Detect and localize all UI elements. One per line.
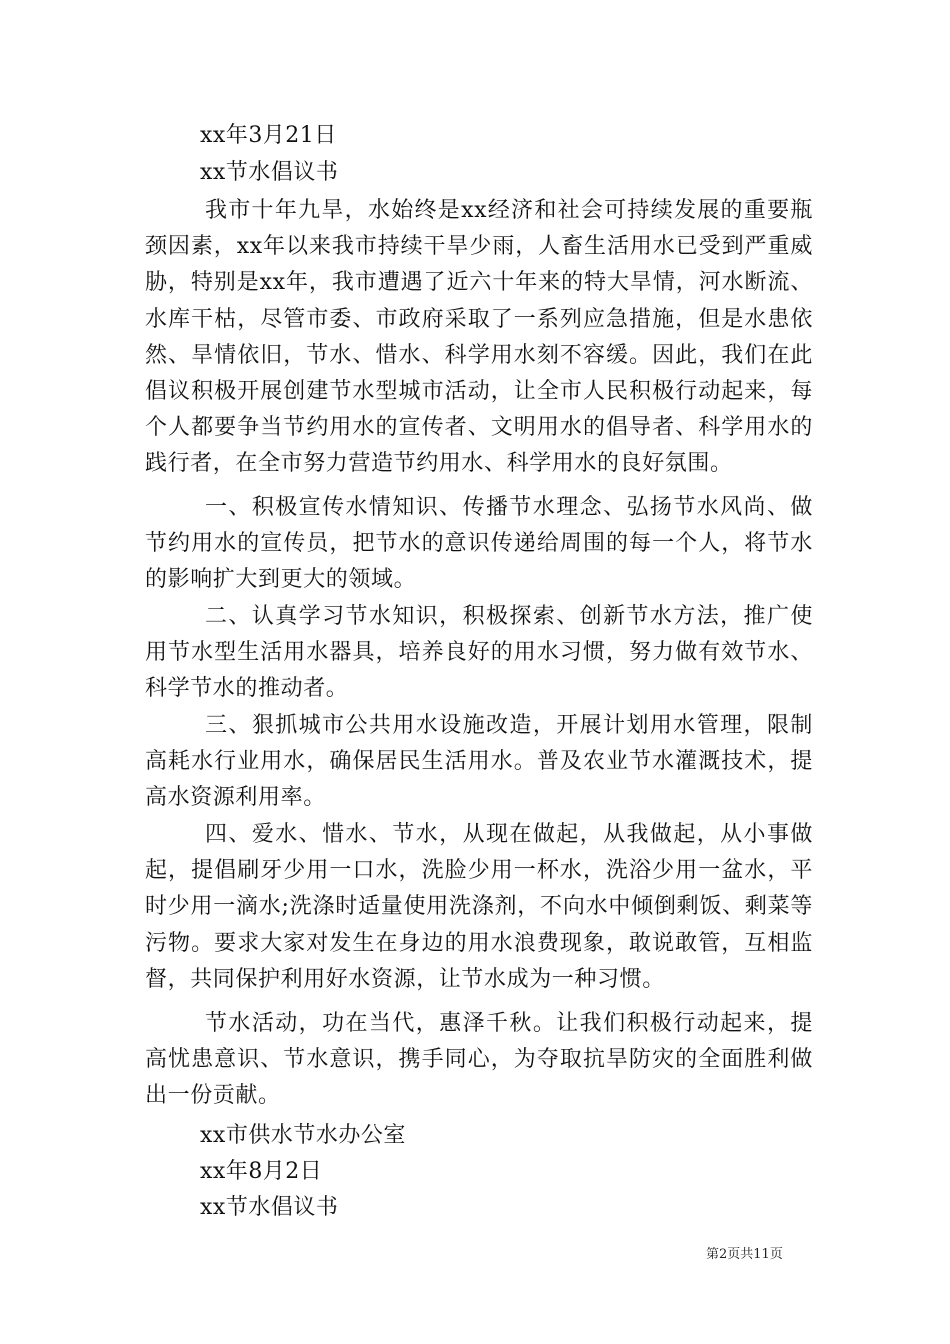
paragraph-item-4: 四、爱水、惜水、节水，从现在做起，从我做起，从小事做起，提倡刷牙少用一口水，洗脸少用一杯水，洗浴少用一盆水，平时少用一滴水;洗涤时适量使用洗涤剂，不向水中倾倒剩饭、剩菜等污物。要求大家对发生在身边的用水浪费现象，敢说敢管，互相监督，共同保护利用好水资源，让节水成为一种习惯。 [145,822,813,992]
paragraph-item-3: 三、狠抓城市公共用水设施改造，开展计划用水管理，限制高耗水行业用水，确保居民生活用水。普及农业节水灌溉技术，提高水资源利用率。 [145,713,813,811]
header-title: xx节水倡议书 [200,160,339,185]
signature-date: xx年8月2日 [200,1159,323,1184]
paragraph-closing: 节水活动，功在当代，惠泽千秋。让我们积极行动起来，提高忧患意识、节水意识，携手同心，为夺取抗旱防灾的全面胜利做出一份贡献。 [145,1011,813,1109]
paragraph-item-1: 一、积极宣传水情知识、传播节水理念、弘扬节水风尚、做节约用水的宣传员，把节水的意识传递给周围的每一个人，将节水的影响扩大到更大的领域。 [145,495,813,593]
page-footer: 第2页共11页 [706,1247,783,1262]
next-section-title: xx节水倡议书 [200,1195,339,1220]
header-date: xx年3月21日 [200,123,337,148]
signature-org: xx市供水节水办公室 [200,1123,406,1148]
paragraph-item-2: 二、认真学习节水知识，积极探索、创新节水方法，推广使用节水型生活用水器具，培养良好的用水习惯，努力做有效节水、科学节水的推动者。 [145,604,813,702]
paragraph-intro: 我市十年九旱，水始终是xx经济和社会可持续发展的重要瓶颈因素，xx年以来我市持续干旱少雨，人畜生活用水已受到严重威胁，特别是xx年，我市遭遇了近六十年来的特大旱情，河水断流、水库干枯，尽管市委、市政府采取了一系列应急措施，但是水患依然、旱情依旧，节水、惜水、科学用水刻不容缓。因此，我们在此倡议积极开展创建节水型城市活动，让全市人民积极行动起来，每个人都要争当节约用水的宣传者、文明用水的倡导者、科学用水的践行者，在全市努力营造节约用水、科学用水的良好氛围。 [145,198,813,477]
